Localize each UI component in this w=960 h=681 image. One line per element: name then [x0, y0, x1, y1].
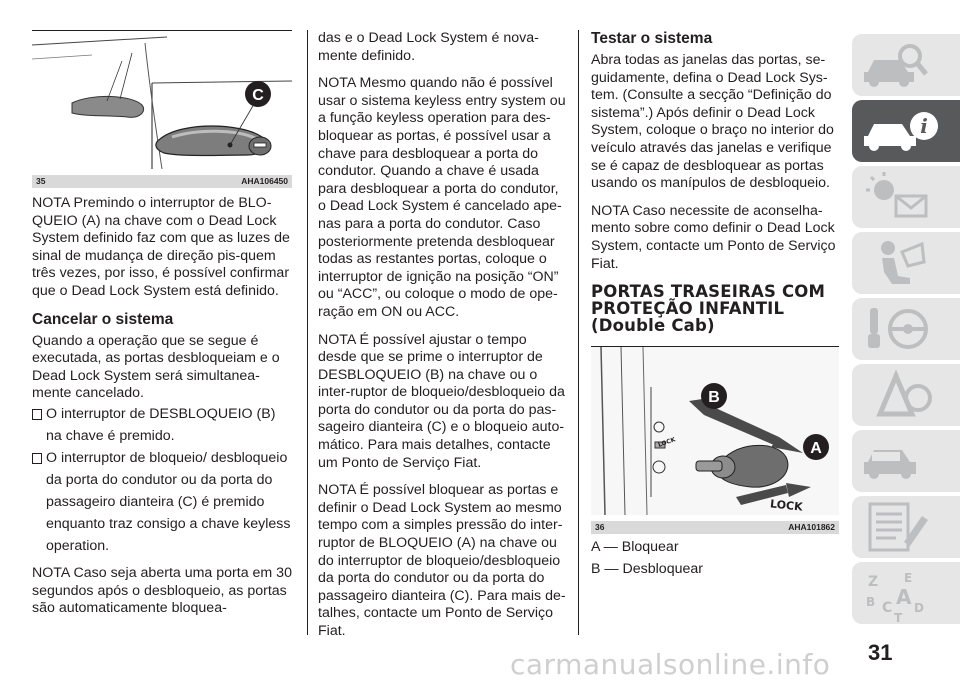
heading-cancel-system: Cancelar o sistema	[32, 310, 174, 328]
warning-lights-icon	[852, 166, 960, 228]
tab-warning-lights[interactable]	[852, 166, 960, 228]
note-paragraph: NOTA Mesmo quando não é possível usar o sistema keyless entry system ou a função keyless operation para des-bloquear as portas, é possível usar a chave para desbloquear a porta do condutor. Quando a chave é usada para desbloquear a porta do condutor, o Dead Lock System é cancelado ape-nas para a porta do condutor. Caso posteriormente pretenda desbloquear todas as restantes portas, coloque o interruptor de ignição na posição “ON” ou “ACC”, ou coloque o modo de ope-ração em ON ou ACC.	[318, 75, 566, 320]
door-handle-illustration	[32, 31, 292, 169]
bullet-item	[32, 447, 294, 557]
tab-safety-info-active[interactable]	[852, 100, 960, 162]
figure-36	[591, 346, 839, 532]
page-number: 31	[868, 640, 893, 665]
figure-caption-bar	[591, 521, 839, 534]
airbag-seat-icon	[852, 232, 960, 294]
svg-text:B: B	[866, 595, 876, 609]
callout-b: B	[708, 389, 720, 407]
note-paragraph: NOTA Caso seja aberta uma porta em 30 segundos após o desbloqueio, as portas são automaticamente bloquea-	[32, 564, 292, 617]
legend-item: A — Bloquear	[591, 539, 679, 556]
steering-key-icon	[852, 298, 960, 360]
bullet-square-icon	[32, 409, 42, 420]
callout-c: C	[252, 87, 264, 104]
paragraph: das e o Dead Lock System é nova-mente definido.	[318, 30, 539, 64]
column-divider	[307, 30, 308, 635]
column-divider	[578, 30, 579, 635]
section-title: PORTAS TRASEIRAS COM PROTEÇÃO INFANTIL (Double Cab)	[591, 282, 826, 336]
chapter-tabs	[852, 34, 960, 622]
legend-item: B — Desbloquear	[591, 560, 703, 577]
bullet-square-icon	[32, 453, 42, 464]
paragraph: Quando a operação que se segue é executada, as portas desbloqueiam e o Dead Lock System será simultanea-mente cancelado.	[32, 332, 280, 402]
svg-text:D: D	[914, 601, 924, 615]
figure-caption-bar	[32, 175, 292, 188]
tab-index[interactable]	[852, 562, 960, 624]
figure-number: 35	[36, 175, 46, 186]
bullet-text: O interruptor de bloqueio/ desbloqueio da porta do condutor ou da porta do passageiro dianteira (C) é premido enquanto traz consigo a chave keyless operation.	[46, 449, 291, 554]
warning-triangle-icon	[852, 364, 960, 426]
child-lock-illustration	[591, 347, 839, 515]
column-2	[318, 30, 566, 651]
svg-text:T: T	[894, 611, 903, 624]
figure-code: AHA106450	[241, 175, 288, 186]
tab-starting-driving[interactable]	[852, 298, 960, 360]
svg-text:A: A	[896, 585, 912, 609]
car-service-icon	[852, 430, 960, 492]
tab-technical-data[interactable]	[852, 496, 960, 558]
column-3	[591, 30, 839, 588]
note-paragraph: NOTA Caso necessite de aconselha-mento sobre como definir o Dead Lock System, contacte um Ponto de Serviço Fiat.	[591, 202, 836, 272]
tab-knowing-vehicle[interactable]	[852, 34, 960, 96]
callout-a: A	[810, 440, 822, 458]
index-letters-icon	[852, 562, 960, 624]
heading-test-system: Testar o sistema	[591, 30, 713, 47]
tab-airbag-seat[interactable]	[852, 232, 960, 294]
watermark: carmanualsonline.info	[510, 648, 831, 681]
bullet-item	[32, 403, 294, 447]
figure-35	[32, 30, 292, 186]
paragraph: Abra todas as janelas das portas, se-guidamente, defina o Dead Lock Sys-tem. (Consulte a secção “Definição do sistema”.) Após definir o Dead Lock System, coloque o braço no interior do veículo através das janelas e verifique se é capaz de desbloquear as portas usando os manípulos de desbloqueio.	[591, 52, 834, 192]
note-paragraph: NOTA É possível ajustar o tempo desde que se prime o interruptor de DESBLOQUEIO (B) na chave ou o inter-ruptor de bloqueio/desbloqueio da porta do condutor ou da porta do pas-sageiro dianteira (C) e o bloqueio auto-mático. Para mais detalhes, contacte um Ponto de Serviço Fiat.	[318, 331, 565, 471]
note-paragraph: NOTA Premindo o interruptor de BLO-QUEIO (A) na chave com o Dead Lock System definido faz com que as luzes de sinal de mudança de direção pis-quem três vezes, por isso, é possível confirmar que o Dead Lock System está definido.	[32, 195, 290, 299]
lock-label-small: LOCK	[657, 436, 677, 450]
checklist-icon	[852, 496, 960, 558]
tab-maintenance[interactable]	[852, 430, 960, 492]
figure-code: AHA101862	[788, 521, 835, 532]
bullet-text: O interruptor de DESBLOQUEIO (B) na chave é premido.	[46, 405, 276, 444]
svg-text:E: E	[904, 571, 913, 585]
figure-number: 36	[595, 521, 605, 532]
svg-text:i: i	[920, 114, 928, 138]
car-search-icon	[852, 34, 960, 96]
tab-emergency[interactable]	[852, 364, 960, 426]
lock-label: LOCK	[769, 497, 804, 514]
svg-text:Z: Z	[868, 574, 879, 590]
car-info-icon	[852, 100, 960, 162]
note-paragraph: NOTA É possível bloquear as portas e definir o Dead Lock System ao mesmo tempo com a simples pressão do inter-ruptor de BLOQUEIO (A) na chave ou do interruptor de bloqueio/desbloqueio da porta do condutor ou da porta do passageiro dianteira (C). Para mais de-talhes, contacte um Ponto de Serviço Fiat.	[318, 482, 566, 639]
column-1	[32, 30, 294, 628]
svg-text:C: C	[882, 600, 893, 616]
